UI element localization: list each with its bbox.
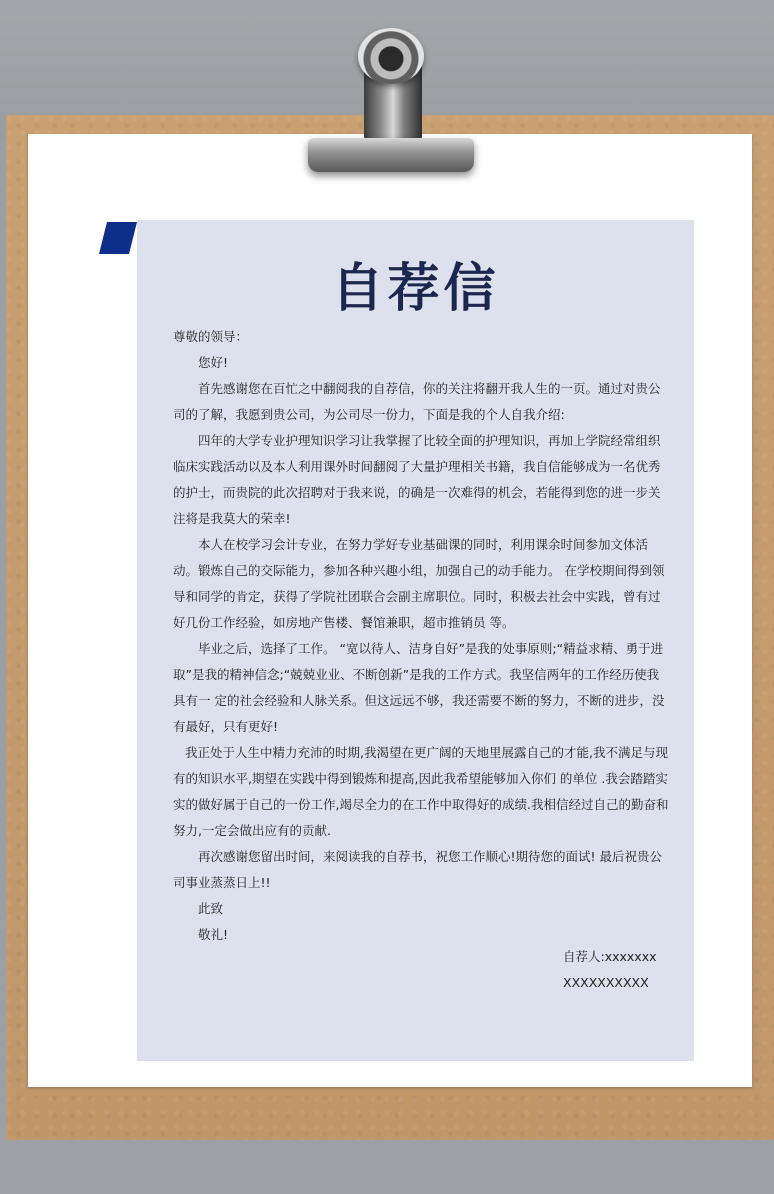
paragraph-work: 毕业之后，选择了工作。 “宽以待人、洁身自好”是我的处事原则;“精益求精、勇于进取”是我的精神信念;“兢兢业业、不断创新”是我的工作方式。我坚信两年的工作经历使我具有一 定的社会经验和人脉关系。但这远远不够，我还需要不断的努力，不断的进步，没有最好，只有更好!: [173, 641, 665, 734]
paragraph-school: 本人在校学习会计专业，在努力学好专业基础课的同时，利用课余时间参加文体活动。锻炼自己的交际能力，参加各种兴趣小组，加强自己的动手能力。 在学校期间得到领导和同学的肯定，获得了学院社团联合会副主席职位。同时，积极去社会中实践，曾有过好几份工作经验，如房地产售楼、餐馆兼职，超市推销员 等。: [173, 537, 665, 630]
binder-clip-icon: [308, 138, 474, 172]
paragraph-nursing: 四年的大学专业护理知识学习让我掌握了比较全面的护理知识，再加上学院经常组织临床实践活动以及本人利用课外时间翻阅了大量护理相关书籍，我自信能够成为一名优秀的护士，而贵院的此次招聘对于我来说，的确是一次难得的机会，若能得到您的进一步关注将是我莫大的荣幸!: [173, 433, 661, 526]
clip-ring-icon: [358, 28, 424, 84]
salutation: 尊敬的领导：: [173, 329, 249, 344]
signature-block: [563, 944, 657, 996]
letter-title: 自荐信: [331, 259, 500, 319]
paragraph-intro: 首先感谢您在百忙之中翻阅我的自荐信，你的关注将翻开我人生的一页。通过对贵公司的了解，我愿到贵公司，为公司尽一份力，下面是我的个人自我介绍:: [173, 381, 661, 422]
paragraph-thanks: 再次感谢您留出时间，来阅读我的自荐书，祝您工作顺心!期待您的面试! 最后祝贵公司事业蒸蒸日上!!: [173, 849, 662, 890]
greeting: 您好!: [198, 355, 229, 370]
closing-line-1: 此致: [198, 901, 224, 916]
letter-body: [173, 324, 669, 948]
sign-date: XXXXXXXXXX: [563, 975, 649, 990]
closing-line-2: 敬礼!: [198, 927, 229, 942]
paragraph-aspiration: 我正处于人生中精力充沛的时期,我渴望在更广阔的天地里展露自己的才能,我不满足与现有的知识水平,期望在实践中得到锻炼和提高,因此我希望能够加入你们 的单位 .我会踏踏实实的做好属于自己的一份工作,竭尽全力的在工作中取得好的成绩.我相信经过自己的勤奋和努力,一定会做出应有的贡献.: [173, 745, 669, 838]
letter-panel: [137, 220, 694, 1061]
signer: 自荐人:xxxxxxx: [563, 949, 657, 964]
